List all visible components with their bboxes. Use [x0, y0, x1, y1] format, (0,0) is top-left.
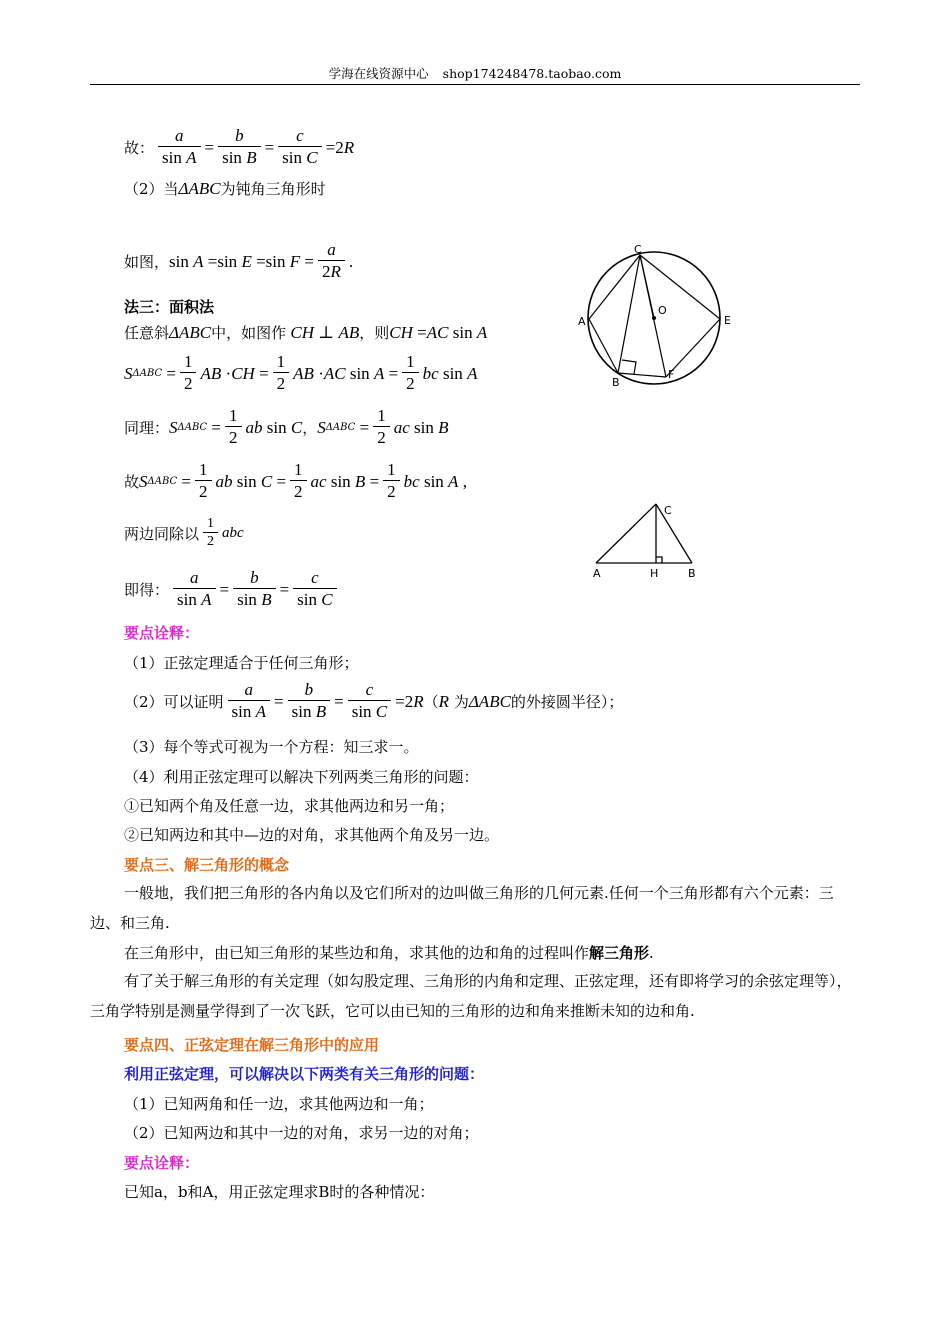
- note2-paren: （: [423, 693, 439, 711]
- label-gu2: 故: [124, 473, 140, 491]
- formula-result: 即得： $\frac{a}{\text{sin A}}$ = $\frac{b}{\text{sin B}}$ = $\frac{c}{\text{sin C}}$: [124, 568, 341, 611]
- section3-paragraph-3: 有了关于解三角形的有关定理（如勾股定理、三角形的内角和定理、正弦定理，还有即将学习的余弦定理等），三角学特别是测量学得到了一次飞跃，它可以由已知的三角形的边和角来推断未知的边和角.: [90, 972, 852, 1020]
- section3-title: 要点三、解三角形的概念: [124, 856, 290, 874]
- note2-prefix: （2）可以证明: [124, 693, 224, 711]
- renyi-tri: ΔABC: [169, 322, 212, 342]
- center-dot: [652, 316, 656, 320]
- renyi-a: 任意斜: [124, 324, 170, 342]
- renyi-b: 中，如图作: [211, 324, 287, 342]
- comma: ，: [302, 419, 318, 437]
- note-item-2: （2）可以证明 $\frac{a}{\text{sin A}}$ = $\frac{b}{\text{sin B}}$ = $\frac{c}{\text{sin C}}$ =2R （ R 为 ΔABC 的外接圆半径）；: [124, 680, 624, 721]
- fig2-label-H: H: [650, 567, 659, 580]
- obtuse-prefix: （2）当: [124, 180, 179, 198]
- label-tongli: 同理：: [124, 419, 170, 437]
- frac-a-sinA: $\frac{a}{\text{sin A}}$: [158, 126, 200, 169]
- label-rutu: 如图，: [124, 253, 170, 271]
- fig1-label-C: C: [634, 243, 642, 256]
- note-item-1: （1）正弦定理适合于任何三角形；: [124, 654, 359, 672]
- frac-b-sinB: $\frac{b}{\text{sin B}}$: [218, 126, 260, 169]
- fig2-label-A: A: [593, 567, 601, 580]
- fig1-label-B: B: [612, 376, 620, 389]
- frac-c-sinC: $\frac{c}{\text{sin C}}$: [278, 126, 321, 169]
- p2-text: 在三角形中，由已知三角形的某些边和角，求其他的边和角的过程叫作: [124, 944, 590, 962]
- fig2-label-C: C: [664, 504, 672, 517]
- p2-period: .: [649, 944, 654, 962]
- fig1-label-F: F: [668, 368, 675, 381]
- section3-paragraph-2: [124, 942, 654, 963]
- note-item-6: ②已知两边和其中—边的对角，求其他两个角及另一边。: [124, 826, 500, 844]
- formula-obtuse: 如图， sin A =sin E =sin F = $\frac{a}{2R}$ .: [124, 240, 354, 281]
- label-liangbian: 两边同除以: [124, 525, 200, 543]
- note-item-3: （3）每个等式可视为一个方程：知三求一。: [124, 738, 419, 756]
- formula-area-all: 故 S ΔABC = $\frac{1}{2}$ ab sin C = $\frac{1}{2}$ ac sin B = $\frac{1}{2}$ bc sin A ,: [124, 460, 467, 501]
- p2-term: 解三角形: [589, 944, 650, 962]
- section4-item-1: （1）已知两角和任一边，求其他两边和一角；: [124, 1095, 434, 1113]
- section3-paragraph-1: 一般地，我们把三角形的各内角以及它们所对的边叫做三角形的几何元素.任何一个三角形都有六个元素：三边、和三角.: [90, 884, 834, 932]
- renyi-c: ，则: [359, 324, 390, 342]
- section4-notes-title: 要点诠释：: [124, 1154, 200, 1172]
- fig1-label-A: A: [578, 315, 586, 328]
- label-gu: 故：: [124, 139, 155, 157]
- header-shop-url: shop174248478.taobao.com: [442, 66, 622, 81]
- arbitrary-triangle-line: 任意斜 ΔABC 中，如图作 CH ⊥ AB ，则 CH =AC sin A: [124, 322, 488, 342]
- header-site-name: 学海在线资源中心: [328, 66, 429, 81]
- fig1-label-O: O: [658, 304, 667, 317]
- formula-area-similar: 同理： S ΔABC = $\frac{1}{2}$ ab sin C ， S ΔABC = $\frac{1}{2}$ ac sin B: [124, 406, 449, 447]
- formula-area-1: S ΔABC = $\frac{1}{2}$ AB ·CH = $\frac{1}{2}$ AB ·AC sin A = $\frac{1}{2}$ bc sin A: [124, 352, 478, 393]
- divide-line: 两边同除以 $\frac{1}{2}$ abc: [124, 516, 244, 549]
- obtuse-case-line: [124, 178, 326, 199]
- section4-subtitle: 利用正弦定理，可以解决以下两类有关三角形的问题：: [124, 1065, 485, 1083]
- section4-item-2: （2）已知两边和其中一边的对角，求另一边的对角；: [124, 1124, 479, 1142]
- method-three-title: 法三：面积法: [124, 298, 215, 316]
- obtuse-suffix: 为钝角三角形时: [220, 180, 326, 198]
- figure1-lines: [589, 255, 720, 377]
- fig1-label-E: E: [724, 314, 731, 327]
- note2-wei: 为: [453, 693, 469, 711]
- figure2-lines: [596, 504, 692, 563]
- note-item-5: ①已知两个角及任意一边，求其他两边和另一角；: [124, 797, 455, 815]
- formula-sine-law-2r: 故： $\frac{a}{\text{sin A}}$ = $\frac{b}{\text{sin B}}$ = $\frac{c}{\text{sin C}}$ =2R: [124, 126, 355, 167]
- figure-circumcircle: [570, 236, 740, 396]
- label-jide: 即得：: [124, 581, 170, 599]
- notes-title-1: 要点诠释：: [124, 624, 200, 642]
- section4-title: 要点四、正弦定理在解三角形中的应用: [124, 1036, 380, 1054]
- section4-last-line: 已知a，b和A，用正弦定理求B时的各种情况：: [124, 1183, 435, 1201]
- obtuse-triangle: ΔABC: [178, 179, 221, 198]
- frac-a-2R: $\frac{a}{2R}$: [318, 240, 345, 283]
- page-header: [90, 64, 860, 85]
- figure-altitude-triangle: [588, 498, 708, 582]
- note-item-4: （4）利用正弦定理可以解决下列两类三角形的问题：: [124, 768, 479, 786]
- note2-suffix: 的外接圆半径）；: [510, 693, 624, 711]
- fig2-label-B: B: [688, 567, 696, 580]
